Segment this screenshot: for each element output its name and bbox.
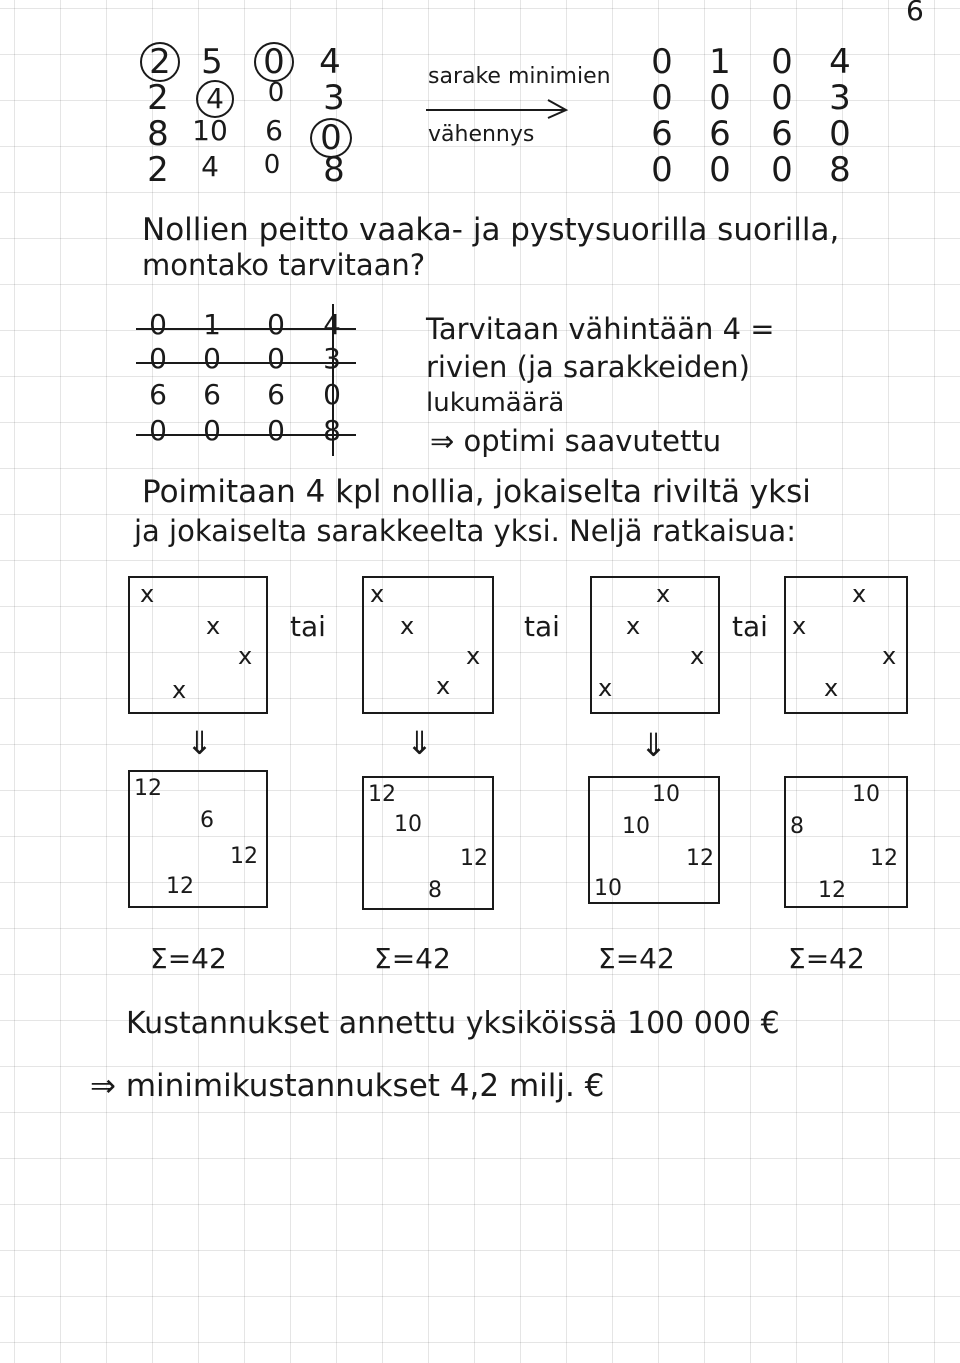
right-arrow-icon	[424, 96, 574, 120]
reduced-matrix	[640, 42, 870, 192]
matrix-cell: 1	[203, 308, 221, 341]
solution-4-sum: Σ=42	[788, 942, 865, 975]
matrix-cell: 1	[709, 42, 731, 82]
matrix-cell: 0	[267, 414, 285, 447]
x-mark: x	[656, 580, 671, 608]
matrix-cell: 0	[771, 42, 793, 82]
solution-2-cost-box	[362, 776, 494, 910]
solution-2-mark-box	[362, 576, 494, 714]
question-line-1: Nollien peitto vaaka- ja pystysuorilla suorilla,	[142, 212, 840, 248]
matrix-cell: 4	[829, 42, 851, 82]
matrix-cell: 8	[829, 150, 851, 190]
matrix-cell: 6	[203, 378, 221, 411]
matrix-cell: 0	[203, 414, 221, 447]
cost-value: 12	[686, 846, 714, 871]
down-arrow-icon: ⇓	[406, 724, 433, 762]
select-line-2: ja jokaiselta sarakkeelta yksi. Neljä ratkaisua:	[134, 514, 796, 548]
matrix-cell: 0	[829, 114, 851, 154]
matrix-cell: 2	[147, 78, 169, 118]
x-mark: x	[690, 642, 705, 670]
page-number: 6	[906, 0, 924, 27]
x-mark: x	[172, 676, 187, 704]
solution-2-sum: Σ=42	[374, 942, 451, 975]
matrix-cell: 0	[323, 378, 341, 411]
matrix-cell: 6	[149, 378, 167, 411]
arrow-label-top: sarake minimien	[428, 64, 611, 89]
matrix-cell: 8	[323, 150, 345, 190]
arrow-label-bottom: vähennys	[428, 122, 535, 147]
matrix-cell: 0	[310, 118, 352, 158]
matrix-cell: 2	[140, 42, 180, 82]
cost-value: 10	[652, 782, 680, 807]
matrix-cell: 8	[323, 414, 341, 447]
solution-3-mark-box	[590, 576, 720, 714]
matrix-cell: 2	[147, 150, 169, 190]
matrix-cell: 6	[651, 114, 673, 154]
x-mark: x	[238, 642, 253, 670]
cost-value: 6	[200, 808, 214, 833]
matrix-cell: 4	[323, 308, 341, 341]
cost-value: 12	[134, 776, 162, 801]
solution-4-cost-box	[784, 776, 908, 908]
cost-value: 12	[460, 846, 488, 871]
matrix-cell: 0	[709, 78, 731, 118]
matrix-cell: 0	[771, 78, 793, 118]
x-mark: x	[400, 612, 415, 640]
cover-line-row-4	[136, 434, 356, 436]
covered-matrix	[136, 308, 366, 458]
question-line-2: montako tarvitaan?	[142, 248, 426, 282]
cost-value: 10	[622, 814, 650, 839]
matrix-cell: 0	[149, 308, 167, 341]
matrix-cell: 4	[319, 42, 341, 82]
cost-value: 12	[870, 846, 898, 871]
explain-line-1: Tarvitaan vähintään 4 =	[426, 312, 775, 346]
cost-value: 10	[394, 812, 422, 837]
matrix-cell: 0	[267, 78, 285, 108]
matrix-cell: 10	[192, 114, 228, 147]
solution-4-mark-box	[784, 576, 908, 714]
down-arrow-icon: ⇓	[640, 726, 667, 764]
x-mark: x	[626, 612, 641, 640]
matrix-cell: 6	[771, 114, 793, 154]
cost-matrix	[140, 42, 370, 192]
matrix-cell: 0	[263, 150, 281, 180]
matrix-cell: 5	[201, 42, 223, 82]
matrix-cell: 4	[201, 150, 219, 183]
matrix-cell: 3	[323, 342, 341, 375]
x-mark: x	[466, 642, 481, 670]
solution-3-sum: Σ=42	[598, 942, 675, 975]
solution-1-sum: Σ=42	[150, 942, 227, 975]
matrix-cell: 0	[651, 42, 673, 82]
matrix-cell: 0	[267, 342, 285, 375]
matrix-cell: 0	[771, 150, 793, 190]
cover-line-row-2	[136, 362, 356, 364]
cover-line-row-1	[136, 328, 356, 330]
x-mark: x	[824, 674, 839, 702]
matrix-cell: 0	[267, 308, 285, 341]
x-mark: x	[792, 612, 807, 640]
cost-value: 12	[368, 782, 396, 807]
cost-value: 12	[230, 844, 258, 869]
x-mark: x	[882, 642, 897, 670]
select-line-1: Poimitaan 4 kpl nollia, jokaiselta riviltä yksi	[142, 474, 811, 510]
matrix-cell: 8	[147, 114, 169, 154]
matrix-cell: 0	[254, 42, 294, 82]
down-arrow-icon: ⇓	[186, 724, 213, 762]
solution-3-cost-box	[588, 776, 720, 904]
separator-1: tai	[290, 610, 326, 643]
cost-value: 8	[790, 814, 804, 839]
matrix-cell: 0	[149, 342, 167, 375]
matrix-cell: 6	[267, 378, 285, 411]
cost-value: 12	[166, 874, 194, 899]
cost-value: 8	[428, 878, 442, 903]
matrix-cell: 6	[265, 114, 283, 147]
matrix-cell: 0	[651, 150, 673, 190]
x-mark: x	[852, 580, 867, 608]
footer-line-1: Kustannukset annettu yksiköissä 100 000 €	[126, 1006, 780, 1041]
matrix-cell: 3	[323, 78, 345, 118]
matrix-cell: 0	[709, 150, 731, 190]
explain-line-3: lukumäärä	[426, 388, 565, 418]
separator-2: tai	[524, 610, 560, 643]
matrix-cell: 3	[829, 78, 851, 118]
matrix-cell: 0	[651, 78, 673, 118]
x-mark: x	[598, 674, 613, 702]
x-mark: x	[206, 612, 221, 640]
matrix-cell: 6	[709, 114, 731, 154]
cost-value: 10	[594, 876, 622, 901]
matrix-cell: 4	[196, 80, 234, 118]
solution-1-mark-box	[128, 576, 268, 714]
matrix-cell: 0	[149, 414, 167, 447]
cover-line-col-4	[332, 304, 334, 456]
x-mark: x	[370, 580, 385, 608]
footer-line-2: ⇒ minimikustannukset 4,2 milj. €	[90, 1068, 605, 1104]
separator-3: tai	[732, 610, 768, 643]
cost-value: 12	[818, 878, 846, 903]
matrix-cell: 0	[203, 342, 221, 375]
cost-value: 10	[852, 782, 880, 807]
explain-line-2: rivien (ja sarakkeiden)	[426, 350, 750, 384]
x-mark: x	[436, 672, 451, 700]
solution-1-cost-box	[128, 770, 268, 908]
x-mark: x	[140, 580, 155, 608]
explain-line-4: ⇒ optimi saavutettu	[430, 424, 722, 458]
